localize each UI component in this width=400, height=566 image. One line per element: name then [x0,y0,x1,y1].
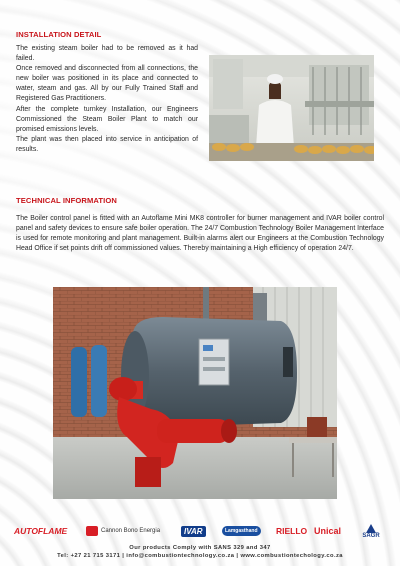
technical-heading: TECHNICAL INFORMATION [16,196,117,205]
cannon-bono-mark-icon [86,526,98,536]
cannon-bono-logo [86,521,172,541]
sagr-logo-text: SAGR [362,532,380,539]
boiler-room-photo [53,287,337,499]
ivar-logo [181,521,213,541]
installation-heading: INSTALLATION DETAIL [16,30,102,39]
sagr-mark-icon [366,524,376,533]
installation-paragraph: After the complete turnkey Installation, our Engineers Commissioned the Steam Boiler Plant to match our promised emissions levels. [16,105,198,133]
riello-logo [276,521,310,541]
autoflame-logo [14,521,72,541]
installation-paragraph: The plant was then placed into service in anticipation of results. [16,135,198,153]
unical-logo-text: Unical [314,526,342,536]
sagr-logo [356,521,386,541]
cannon-bono-logo-text: Cannon Bono Energia [101,528,161,534]
installation-text [16,44,198,155]
riello-logo-text: RIELLO [276,526,308,536]
contact-line: Tel: +27 21 715 3171 | info@combustiontechnology.co.za | www.combustiontechology.co.za [57,553,343,559]
installation-paragraph: Once removed and disconnected from all connections, the new boiler was positioned in its place and connected to water, steam and gas. All by our Fully Trained Staff and Registered Gas Practitioners. [16,65,198,103]
partner-logos [14,521,386,541]
lamgasthand-logo [222,521,268,541]
unical-logo [314,521,350,541]
autoflame-logo-text: AUTOFLAME [14,526,68,536]
lamgasthand-logo-text: Lamgasthand [222,526,261,536]
installation-paragraph: The existing steam boiler had to be removed as it had failed. [16,45,198,63]
compliance-note: Our products Comply with SANS 329 and 347 [129,545,271,551]
technical-text: The Boiler control panel is fitted with an Autoflame Mini MK8 controller for burner management and IVAR boiler control panel and safety devices to ensure safe boiler operation. The 24/7 Combustion Technology Boiler Management Interface is used for remote monitoring and plant management. Built-in alarms alert our Engineers at the Combustion Technology Head Office if set points drift off commissioned values. Thereby maintaining a High efficiency of operation 24/7. [16,215,384,253]
factory-worker-photo [209,55,374,161]
ivar-logo-text: IVAR [181,526,206,537]
